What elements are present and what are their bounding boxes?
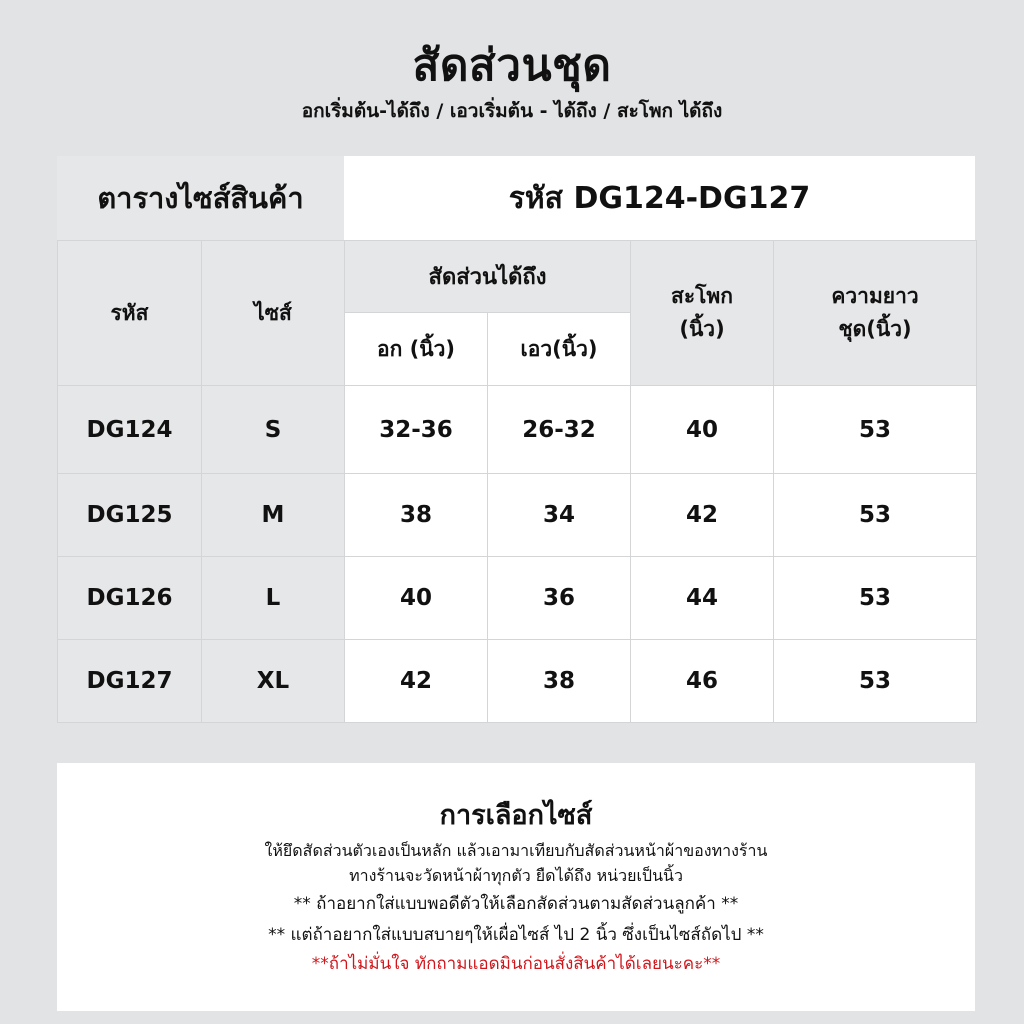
table-row [58,557,977,640]
table-row [58,386,977,474]
cell-size: XL [202,640,345,723]
cell-size: L [202,557,345,640]
cell-hip: 42 [631,474,774,557]
cell-hip: 44 [631,557,774,640]
note-title: การเลือกไซส์ [439,800,593,831]
cell-chest: 38 [345,474,488,557]
cell-chest: 32-36 [345,386,488,474]
cell-chest: 42 [345,640,488,723]
note-warning: **ถ้าไม่มั่นใจ ทักถามแอดมินก่อนสั่งสินค้าได้เลยนะคะ** [311,954,721,974]
cell-waist: 36 [488,557,631,640]
cell-hip: 46 [631,640,774,723]
table-row [58,640,977,723]
cell-code: DG126 [58,557,202,640]
column-header-hip [631,241,774,386]
note-line: ** ถ้าอยากใส่แบบพอดีตัวให้เลือกสัดส่วนตามสัดส่วนลูกค้า ** [293,894,739,914]
cell-length: 53 [774,474,977,557]
cell-code: DG124 [58,386,202,474]
column-header-code: รหัส [58,241,202,386]
page-title: สัดส่วนชุด [412,40,612,91]
column-header-length-line1: ความยาว [831,284,919,308]
cell-code: DG127 [58,640,202,723]
column-header-length [774,241,977,386]
cell-length: 53 [774,640,977,723]
table-row [58,474,977,557]
size-selection-note [57,763,975,1011]
size-table [57,240,977,723]
cell-length: 53 [774,557,977,640]
cell-waist: 26-32 [488,386,631,474]
page-subtitle: อกเริ่มต้น-ได้ถึง / เอวเริ่มต้น - ได้ถึง / สะโพก ได้ถึง [301,100,723,122]
cell-waist: 34 [488,474,631,557]
note-line: ** แต่ถ้าอยากใส่แบบสบายๆให้เผื่อไซส์ ไป 2 นิ้ว ซึ่งเป็นไซส์ถัดไป ** [268,925,764,945]
cell-chest: 40 [345,557,488,640]
column-header-waist: เอว(นิ้ว) [488,313,631,386]
cell-size: S [202,386,345,474]
column-group-measurements: สัดส่วนได้ถึง [345,241,631,313]
column-header-hip-line2: (นิ้ว) [679,317,725,341]
cell-code: DG125 [58,474,202,557]
cell-size: M [202,474,345,557]
note-line: ให้ยึดสัดส่วนตัวเองเป็นหลัก แล้วเอามาเทียบกับสัดส่วนหน้าผ้าของทางร้าน [264,841,768,860]
column-header-size: ไซส์ [202,241,345,386]
product-code-range: รหัส DG124-DG127 [344,156,975,240]
cell-hip: 40 [631,386,774,474]
note-line: ทางร้านจะวัดหน้าผ้าทุกตัว ยืดได้ถึง หน่วยเป็นนิ้ว [349,866,683,885]
size-chart-header [57,156,975,240]
column-header-length-line2: ชุด(นิ้ว) [838,317,912,341]
cell-length: 53 [774,386,977,474]
size-chart-label: ตารางไซส์สินค้า [57,156,344,240]
column-header-chest: อก (นิ้ว) [345,313,488,386]
cell-waist: 38 [488,640,631,723]
column-header-hip-line1: สะโพก [671,284,733,308]
